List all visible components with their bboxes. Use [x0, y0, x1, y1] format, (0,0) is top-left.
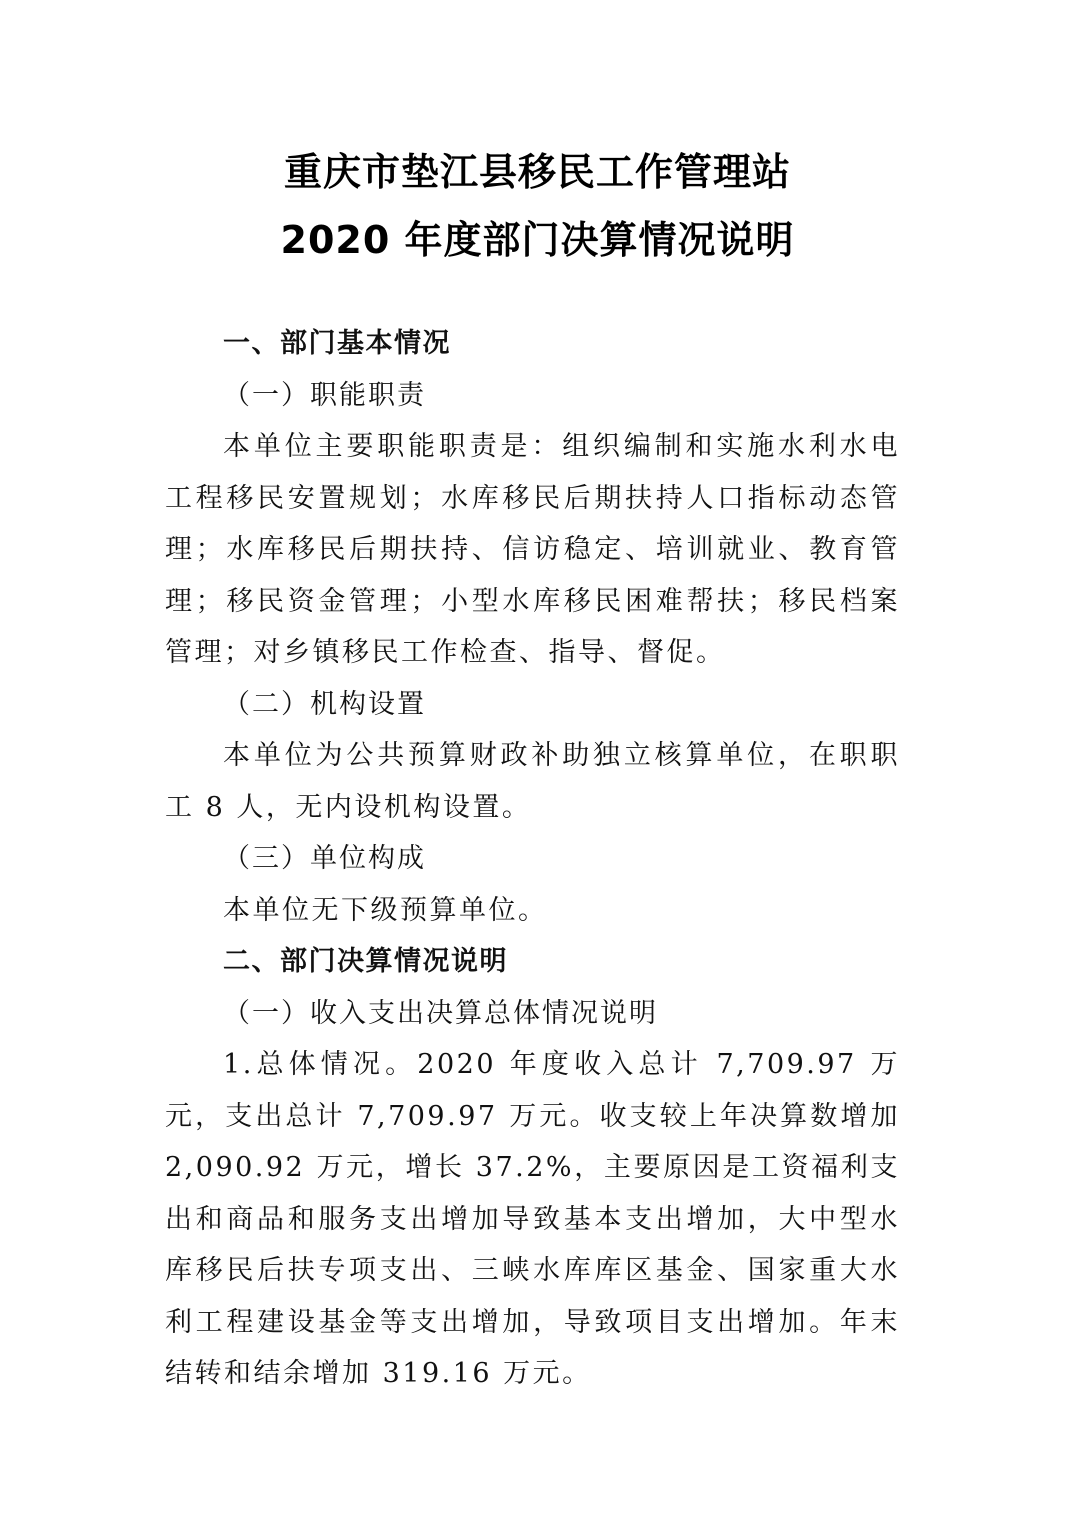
subheading-organization: （二）机构设置: [223, 688, 427, 720]
paragraph-income-expenditure: 1.总体情况。2020 年度收入总计 7,709.97 万元，支出总计 7,709.97 万元。收支较上年决算数增加 2,090.92 万元，增长 37.2%，主要原因是工资福利支出和商品和服务支出增加导致基本支出增加，大中型水库移民后扶专项支出、三峡水库库区基金、国家重大水利工程建设基金等支出增加，导致项目支出增加。年末结转和结余增加 319.16 万元。: [165, 1049, 900, 1389]
title-line-2: 2020 年度部门决算情况说明: [280, 218, 795, 262]
section-heading-basic-info: 一、部门基本情况: [223, 328, 452, 359]
paragraph-functions: 本单位主要职能职责是：组织编制和实施水利水电工程移民安置规划；水库移民后期扶持人口指标动态管理；水库移民后期扶持、信访稳定、培训就业、教育管理；移民资金管理；小型水库移民困难帮扶；移民档案管理；对乡镇移民工作检查、指导、督促。: [165, 431, 900, 668]
subheading-income-expenditure: （一）收入支出决算总体情况说明: [223, 997, 659, 1029]
document-title: [0, 142, 1075, 270]
paragraph-organization: 本单位为公共预算财政补助独立核算单位，在职职工 8 人，无内设机构设置。: [165, 740, 900, 823]
section-heading-final-accounts: 二、部门决算情况说明: [223, 946, 509, 977]
title-line-1: 重庆市垫江县移民工作管理站: [283, 150, 791, 194]
subheading-composition: （三）单位构成: [223, 843, 427, 874]
subheading-functions: （一）职能职责: [223, 379, 427, 411]
document-body: [165, 318, 900, 1400]
paragraph-composition: 本单位无下级预算单位。: [223, 894, 548, 926]
